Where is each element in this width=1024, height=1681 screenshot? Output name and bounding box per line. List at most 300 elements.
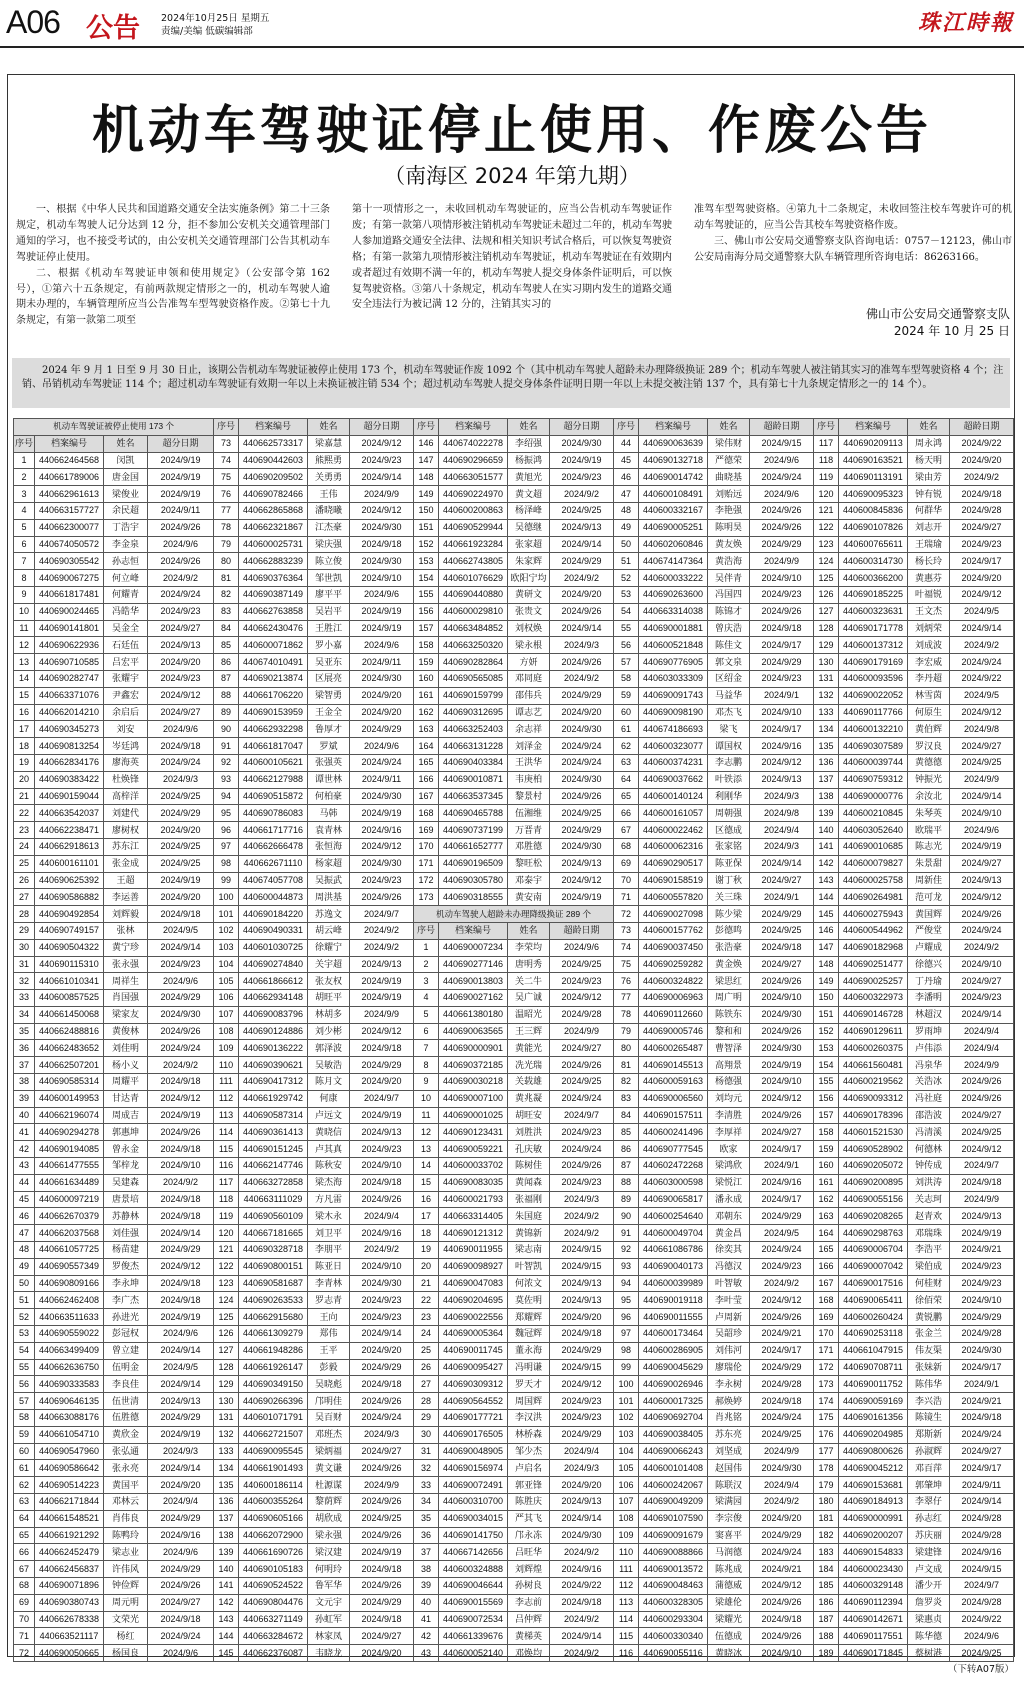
row-seq: 145	[214, 1645, 239, 1662]
table-row	[614, 906, 814, 923]
row-date: 2024/9/18	[148, 1141, 214, 1158]
table-row	[814, 654, 1014, 671]
row-date: 2024/9/24	[350, 754, 414, 771]
row-file-no: 440690361413	[239, 1124, 308, 1141]
header-name: 姓名	[508, 419, 550, 436]
row-seq: 87	[214, 670, 239, 687]
row-seq: 31	[414, 1443, 439, 1460]
row-date: 2024/9/24	[750, 1242, 814, 1259]
row-seq: 55	[614, 620, 639, 637]
row-file-no: 440690115310	[35, 956, 104, 973]
table-row	[14, 973, 214, 990]
row-date: 2024/9/25	[350, 1510, 414, 1527]
row-date: 2024/9/2	[550, 670, 614, 687]
row-seq: 145	[814, 906, 839, 923]
row-file-no: 440690091743	[639, 687, 708, 704]
row-seq: 117	[814, 435, 839, 452]
row-name: 陈明昊	[708, 519, 750, 536]
row-date: 2024/9/12	[750, 1577, 814, 1594]
row-date: 2024/9/6	[148, 1326, 214, 1343]
row-name: 孙志恒	[104, 553, 148, 570]
row-file-no: 440600161101	[35, 855, 104, 872]
row-seq: 128	[814, 620, 839, 637]
row-date: 2024/9/20	[950, 452, 1014, 469]
row-file-no: 440690524522	[239, 1577, 308, 1594]
row-name: 岑廷鸿	[104, 738, 148, 755]
row-file-no: 440600062316	[639, 838, 708, 855]
row-file-no: 440690282864	[439, 654, 508, 671]
row-name: 邝明佳	[308, 1393, 350, 1410]
row-file-no: 440690737199	[439, 822, 508, 839]
row-file-no: 440690000776	[839, 788, 908, 805]
row-name: 刘炳荣	[908, 620, 950, 637]
row-name: 梁建锋	[908, 1544, 950, 1561]
row-file-no: 440674147364	[639, 553, 708, 570]
row-name: 吕旺华	[508, 1544, 550, 1561]
row-file-no: 440600374231	[639, 754, 708, 771]
row-file-no: 440600173464	[639, 1326, 708, 1343]
row-date: 2024/9/17	[950, 553, 1014, 570]
row-file-no: 440690040173	[639, 1258, 708, 1275]
row-file-no: 440690333583	[35, 1376, 104, 1393]
row-file-no: 440690001881	[639, 620, 708, 637]
row-seq: 39	[14, 1090, 35, 1107]
row-seq: 58	[614, 670, 639, 687]
table-row	[414, 973, 614, 990]
row-name: 梁汉建	[308, 1544, 350, 1561]
row-date: 2024/9/23	[148, 603, 214, 620]
row-name: 唐明秀	[508, 956, 550, 973]
row-file-no: 440690157511	[639, 1107, 708, 1124]
row-file-no: 440690290517	[639, 855, 708, 872]
row-file-no: 440690586882	[35, 889, 104, 906]
row-date: 2024/9/20	[350, 1645, 414, 1662]
row-name: 王洪华	[508, 754, 550, 771]
row-file-no: 440661010341	[35, 973, 104, 990]
table-row	[414, 536, 614, 553]
row-name: 郭文泉	[708, 654, 750, 671]
row-seq: 77	[614, 990, 639, 1007]
row-date: 2024/9/29	[148, 1242, 214, 1259]
row-date: 2024/9/13	[550, 855, 614, 872]
row-seq: 78	[614, 1006, 639, 1023]
row-file-no: 440690112660	[639, 1006, 708, 1023]
row-date: 2024/9/28	[950, 1326, 1014, 1343]
row-seq: 79	[614, 1023, 639, 1040]
row-name: 李宏威	[908, 654, 950, 671]
row-file-no: 440600328305	[639, 1594, 708, 1611]
row-name: 邓泰宇	[508, 872, 550, 889]
row-file-no: 440600219562	[839, 1074, 908, 1091]
row-date: 2024/9/29	[350, 1359, 414, 1376]
table-row	[614, 1477, 814, 1494]
row-name: 黄研文	[508, 586, 550, 603]
row-name: 李广杰	[104, 1292, 148, 1309]
row-seq: 153	[814, 1040, 839, 1057]
row-date: 2024/9/20	[350, 1342, 414, 1359]
row-seq: 102	[614, 1410, 639, 1427]
table-row	[14, 1376, 214, 1393]
row-name: 杨泽峰	[508, 502, 550, 519]
intro-paragraph: 三、佛山市公安局交通警察支队咨询电话：0757－12123，佛山市公安局南海分局交通警察大队车辆管理所咨询电话：86263166。	[694, 235, 1012, 263]
table-row	[814, 620, 1014, 637]
row-seq: 178	[814, 1460, 839, 1477]
row-file-no: 440690005746	[639, 1023, 708, 1040]
row-seq: 24	[414, 1326, 439, 1343]
row-name: 鲁厚才	[308, 721, 350, 738]
row-date: 2024/9/15	[550, 1359, 614, 1376]
row-seq: 56	[14, 1376, 35, 1393]
row-date: 2024/9/12	[148, 1090, 214, 1107]
row-name: 王文杰	[908, 603, 950, 620]
row-name: 赵青欢	[908, 1208, 950, 1225]
row-date: 2024/9/29	[148, 1510, 214, 1527]
row-seq: 158	[814, 1124, 839, 1141]
row-name: 韦晓龙	[308, 1645, 350, 1662]
table-row	[614, 973, 814, 990]
row-file-no: 440690026946	[639, 1376, 708, 1393]
row-date: 2024/9/28	[750, 1376, 814, 1393]
row-file-no: 440600186114	[239, 1477, 308, 1494]
row-name: 冯国四	[708, 586, 750, 603]
intro-column-3	[694, 202, 1012, 266]
row-file-no: 440603052640	[839, 822, 908, 839]
row-name: 张永亮	[104, 1460, 148, 1477]
row-date: 2024/9/5	[950, 687, 1014, 704]
row-date: 2024/9/26	[750, 603, 814, 620]
row-seq: 100	[614, 1376, 639, 1393]
row-date: 2024/9/18	[550, 1594, 614, 1611]
table-row	[614, 687, 814, 704]
row-file-no: 440690055156	[839, 1191, 908, 1208]
table-row	[814, 1023, 1014, 1040]
row-date: 2024/9/1	[950, 1376, 1014, 1393]
row-date: 2024/9/27	[148, 1594, 214, 1611]
row-file-no: 440690006963	[639, 990, 708, 1007]
row-file-no: 440663051577	[439, 469, 508, 486]
row-date: 2024/9/18	[550, 1326, 614, 1343]
row-seq: 1	[14, 452, 35, 469]
row-seq: 60	[14, 1443, 35, 1460]
row-name: 李丹超	[908, 670, 950, 687]
table-row	[214, 889, 414, 906]
row-file-no: 440690072491	[439, 1477, 508, 1494]
table-row	[214, 1393, 414, 1410]
row-name: 周永鸿	[908, 435, 950, 452]
table-row	[614, 1090, 814, 1107]
table-row	[14, 536, 214, 553]
row-seq: 135	[214, 1477, 239, 1494]
row-file-no: 440690266396	[239, 1393, 308, 1410]
table-row	[14, 1258, 214, 1275]
list-column-4	[613, 418, 814, 1662]
row-seq: 92	[614, 1242, 639, 1259]
row-file-no: 440600108491	[639, 486, 708, 503]
row-file-no: 440662483652	[35, 1040, 104, 1057]
row-date: 2024/9/14	[950, 620, 1014, 637]
row-date: 2024/9/8	[750, 805, 814, 822]
row-file-no: 440690349150	[239, 1376, 308, 1393]
row-file-no: 440600845836	[839, 502, 908, 519]
row-file-no: 440662430476	[239, 620, 308, 637]
table-row	[414, 1057, 614, 1074]
row-seq: 84	[214, 620, 239, 637]
row-file-no: 440690177721	[439, 1410, 508, 1427]
row-date: 2024/9/19	[950, 838, 1014, 855]
row-seq: 28	[414, 1393, 439, 1410]
row-file-no: 440690022052	[839, 687, 908, 704]
row-date: 2024/9/27	[950, 855, 1014, 872]
row-seq: 38	[414, 1561, 439, 1578]
table-row	[414, 1510, 614, 1527]
row-file-no: 440690151245	[239, 1141, 308, 1158]
row-file-no: 440690158519	[639, 872, 708, 889]
section-title-suspended: 机动车驾驶证被停止使用 173 个	[14, 419, 214, 436]
row-name: 廖树权	[104, 822, 148, 839]
row-file-no: 440662865868	[239, 502, 308, 519]
row-name: 梁炳福	[308, 1443, 350, 1460]
row-name: 何群华	[908, 502, 950, 519]
table-row	[614, 654, 814, 671]
row-name: 窦喜平	[708, 1527, 750, 1544]
table-column-4	[613, 418, 814, 1662]
row-date: 2024/9/21	[950, 1242, 1014, 1259]
row-seq: 164	[814, 1225, 839, 1242]
row-date: 2024/9/29	[950, 1309, 1014, 1326]
row-date: 2024/9/24	[950, 654, 1014, 671]
row-file-no: 440690071896	[35, 1577, 104, 1594]
row-date: 2024/9/19	[350, 620, 414, 637]
row-seq: 91	[214, 738, 239, 755]
row-name: 周成吉	[104, 1107, 148, 1124]
row-date: 2024/9/14	[550, 1628, 614, 1645]
row-seq: 160	[814, 1158, 839, 1175]
table-row	[814, 1057, 1014, 1074]
table-row	[214, 973, 414, 990]
row-seq: 133	[214, 1443, 239, 1460]
row-seq: 49	[14, 1258, 35, 1275]
row-file-no: 440661921292	[35, 1527, 104, 1544]
table-row	[414, 805, 614, 822]
row-seq: 157	[814, 1107, 839, 1124]
row-file-no: 440600857525	[35, 990, 104, 1007]
table-row	[214, 1561, 414, 1578]
row-name: 丁浩宇	[104, 519, 148, 536]
table-row	[814, 1342, 1014, 1359]
row-name: 张友权	[308, 973, 350, 990]
row-file-no: 440690105183	[239, 1561, 308, 1578]
row-seq: 10	[14, 603, 35, 620]
row-date: 2024/9/17	[750, 637, 814, 654]
row-date: 2024/9/3	[750, 788, 814, 805]
row-seq: 137	[214, 1510, 239, 1527]
row-seq: 52	[614, 570, 639, 587]
row-seq: 75	[614, 956, 639, 973]
row-seq: 114	[214, 1124, 239, 1141]
row-date: 2024/9/25	[950, 1645, 1014, 1662]
row-file-no: 440600025731	[239, 536, 308, 553]
row-seq: 115	[614, 1628, 639, 1645]
table-row	[614, 956, 814, 973]
table-row	[14, 1023, 214, 1040]
row-date: 2024/9/27	[350, 1628, 414, 1645]
row-name: 彭毅	[308, 1359, 350, 1376]
row-seq: 80	[214, 553, 239, 570]
row-file-no: 440663131228	[439, 738, 508, 755]
row-date: 2024/9/30	[350, 1275, 414, 1292]
row-seq: 106	[214, 990, 239, 1007]
list-column-1	[13, 418, 214, 1662]
row-seq: 5	[414, 1006, 439, 1023]
row-seq: 180	[814, 1494, 839, 1511]
row-name: 张家超	[508, 536, 550, 553]
row-date: 2024/9/2	[950, 939, 1014, 956]
table-row	[414, 1124, 614, 1141]
row-date: 2024/9/9	[950, 1057, 1014, 1074]
row-date: 2024/9/8	[950, 721, 1014, 738]
row-file-no: 440600039744	[839, 754, 908, 771]
row-date: 2024/9/24	[550, 1090, 614, 1107]
row-name: 李良佳	[104, 1376, 148, 1393]
table-row	[14, 452, 214, 469]
table-row	[614, 435, 814, 452]
row-seq: 153	[414, 553, 439, 570]
row-date: 2024/9/26	[350, 1527, 414, 1544]
row-name: 吴百财	[308, 1410, 350, 1427]
row-name: 邓百萍	[908, 1460, 950, 1477]
table-row	[214, 1242, 414, 1259]
row-file-no: 440690800626	[839, 1443, 908, 1460]
row-name: 胡旺安	[508, 1107, 550, 1124]
editor-credit: 责编/美编 低碳编辑部	[161, 26, 253, 37]
row-file-no: 440661054710	[35, 1426, 104, 1443]
table-row	[214, 822, 414, 839]
row-date: 2024/9/14	[550, 536, 614, 553]
row-name: 张弘通	[104, 1443, 148, 1460]
row-date: 2024/9/17	[750, 721, 814, 738]
row-file-no: 440600132210	[839, 721, 908, 738]
row-date: 2024/9/14	[148, 1460, 214, 1477]
row-file-no: 440690403384	[439, 754, 508, 771]
row-file-no: 440690117551	[839, 1628, 908, 1645]
row-file-no: 440600275943	[839, 906, 908, 923]
row-file-no: 440690208265	[839, 1208, 908, 1225]
row-seq: 109	[614, 1527, 639, 1544]
row-date: 2024/9/16	[550, 1561, 614, 1578]
row-name: 潘少开	[908, 1577, 950, 1594]
table-row	[414, 1275, 614, 1292]
row-name: 刘泽金	[508, 738, 550, 755]
table-row	[14, 654, 214, 671]
row-seq: 170	[814, 1326, 839, 1343]
table-row	[214, 1628, 414, 1645]
table-row	[14, 1057, 214, 1074]
table-row	[14, 1510, 214, 1527]
row-name: 朱家辉	[508, 553, 550, 570]
row-file-no: 440690153681	[839, 1477, 908, 1494]
row-seq: 162	[414, 704, 439, 721]
row-file-no: 440690113191	[839, 469, 908, 486]
row-file-no: 440601030725	[239, 939, 308, 956]
row-name: 袁青林	[308, 822, 350, 839]
row-name: 梁耀光	[708, 1611, 750, 1628]
row-seq: 173	[814, 1376, 839, 1393]
row-name: 关三珠	[708, 889, 750, 906]
row-seq: 141	[814, 838, 839, 855]
row-file-no: 440690622936	[35, 637, 104, 654]
row-seq: 123	[814, 536, 839, 553]
row-file-no: 440690194085	[35, 1141, 104, 1158]
row-date: 2024/9/27	[950, 738, 1014, 755]
row-date: 2024/9/29	[148, 805, 214, 822]
table-row	[214, 1258, 414, 1275]
row-date: 2024/9/12	[350, 1023, 414, 1040]
row-name: 陈志光	[908, 838, 950, 855]
table-row	[414, 788, 614, 805]
signoff-date: 2024 年 10 月 25 日	[893, 324, 1010, 338]
row-seq: 19	[414, 1242, 439, 1259]
row-name: 黄友焕	[708, 536, 750, 553]
row-date: 2024/9/2	[550, 486, 614, 503]
row-file-no: 440662376087	[239, 1645, 308, 1662]
row-name: 邹世凯	[308, 570, 350, 587]
table-row	[814, 1645, 1014, 1662]
row-file-no: 440661817481	[35, 586, 104, 603]
table-row	[414, 1577, 614, 1594]
row-name: 梁木永	[308, 1208, 350, 1225]
row-name: 李浩平	[908, 1242, 950, 1259]
row-name: 梁俊业	[104, 486, 148, 503]
row-date: 2024/9/23	[550, 973, 614, 990]
table-row	[614, 1460, 814, 1477]
row-seq: 1	[414, 939, 439, 956]
row-date: 2024/9/29	[148, 990, 214, 1007]
row-file-no: 440690123431	[439, 1124, 508, 1141]
table-row	[614, 553, 814, 570]
row-file-no: 440661929742	[239, 1090, 308, 1107]
row-date: 2024/9/6	[750, 486, 814, 503]
row-file-no: 440690063639	[639, 435, 708, 452]
row-seq: 5	[14, 519, 35, 536]
table-row	[414, 1527, 614, 1544]
row-file-no: 440600322973	[839, 990, 908, 1007]
row-file-no: 440690376364	[239, 570, 308, 587]
table-row	[414, 1006, 614, 1023]
row-file-no: 440690782466	[239, 486, 308, 503]
row-date: 2024/9/18	[350, 1611, 414, 1628]
table-row	[814, 1258, 1014, 1275]
row-name: 邵浩波	[908, 1107, 950, 1124]
row-file-no: 440661086786	[639, 1242, 708, 1259]
row-date: 2024/9/13	[550, 519, 614, 536]
row-name: 徐奕其	[708, 1242, 750, 1259]
row-file-no: 440690091679	[639, 1527, 708, 1544]
row-date: 2024/9/23	[950, 536, 1014, 553]
row-date: 2024/9/20	[350, 704, 414, 721]
table-row	[614, 1309, 814, 1326]
row-name: 曾立建	[104, 1342, 148, 1359]
row-file-no: 440690560109	[239, 1208, 308, 1225]
table-row	[614, 452, 814, 469]
row-file-no: 440690529944	[439, 519, 508, 536]
row-seq: 170	[414, 838, 439, 855]
row-file-no: 440690124886	[239, 1023, 308, 1040]
row-name: 陈立俊	[308, 553, 350, 570]
row-file-no: 440690205072	[839, 1158, 908, 1175]
row-name: 黄晓冰	[708, 1645, 750, 1662]
header-seq: 序号	[814, 419, 839, 436]
row-name: 王金全	[308, 704, 350, 721]
